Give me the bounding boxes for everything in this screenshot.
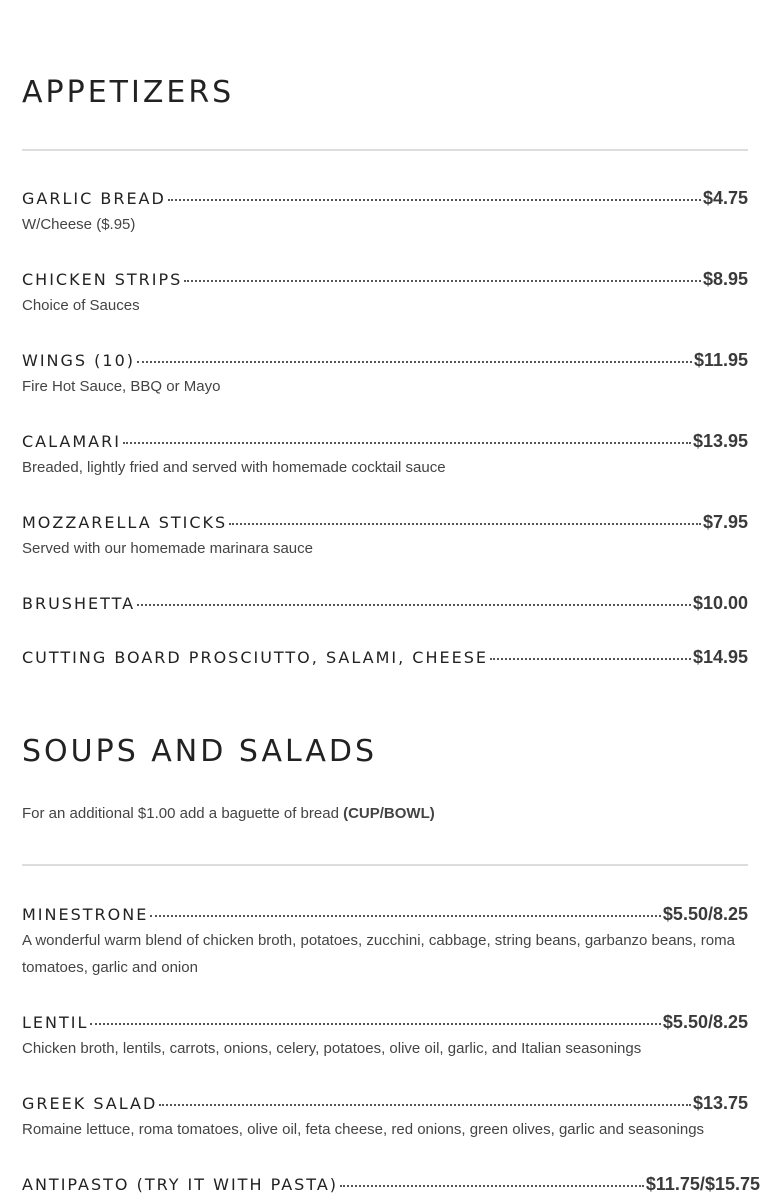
section-note-text: For an additional $1.00 add a baguette of bread [22, 805, 339, 822]
section-title-appetizers: APPETIZERS [22, 75, 235, 110]
item-price: $4.75 [702, 188, 748, 208]
divider [22, 149, 748, 151]
item-price: $13.95 [692, 431, 748, 451]
item-price: $8.95 [702, 269, 748, 289]
section-note [22, 805, 435, 822]
item-name: MOZZARELLA STICKS [22, 513, 228, 532]
menu-item [22, 904, 748, 981]
menu-item [22, 1093, 748, 1143]
item-price: $10.00 [692, 593, 748, 613]
dot-leader [137, 361, 692, 363]
section-note-bold: (CUP/BOWL) [343, 805, 435, 822]
item-name: CHICKEN STRIPS [22, 270, 183, 289]
item-description: Choice of Sauces [22, 297, 140, 314]
dot-leader [137, 604, 691, 606]
item-name: BRUSHETTA [22, 594, 136, 613]
dot-leader [168, 199, 701, 201]
item-price: $7.95 [702, 512, 748, 532]
menu-item [22, 647, 748, 668]
menu-item [22, 350, 748, 400]
menu-item [22, 1012, 748, 1062]
divider [22, 864, 748, 866]
dot-leader [159, 1104, 691, 1106]
item-price: $14.95 [692, 647, 748, 667]
menu-item [22, 593, 748, 614]
dot-leader [123, 442, 691, 444]
item-name: CALAMARI [22, 432, 121, 451]
item-description: Fire Hot Sauce, BBQ or Mayo [22, 378, 221, 395]
item-price: $5.50/8.25 [662, 904, 748, 924]
dot-leader [229, 523, 701, 525]
item-price: $11.95 [693, 350, 748, 370]
item-name: WINGS (10) [22, 351, 135, 370]
item-description: W/Cheese ($.95) [22, 216, 136, 233]
dot-leader [490, 658, 691, 660]
item-description: Served with our homemade marinara sauce [22, 540, 313, 557]
item-description: Breaded, lightly fried and served with homemade cocktail sauce [22, 459, 446, 476]
item-name: LENTIL [22, 1013, 89, 1032]
item-price: $11.75/$15.75 [645, 1174, 760, 1194]
item-name: GARLIC BREAD [22, 189, 166, 208]
item-description: A wonderful warm blend of chicken broth, potatoes, zucchini, cabbage, string beans, garbanzo beans, roma tomatoes, garlic and onion [22, 932, 735, 976]
item-price: $13.75 [692, 1093, 748, 1113]
item-name: CUTTING BOARD PROSCIUTTO, SALAMI, CHEESE [22, 648, 488, 667]
item-name: GREEK SALAD [22, 1094, 158, 1113]
menu-item [22, 512, 748, 562]
menu-item [22, 431, 748, 481]
item-name: MINESTRONE [22, 905, 149, 924]
dot-leader [150, 915, 661, 917]
item-name: ANTIPASTO (TRY IT WITH PASTA) [22, 1175, 339, 1194]
dot-leader [340, 1185, 644, 1187]
menu-item [22, 269, 748, 319]
menu-item [22, 188, 748, 238]
item-price: $5.50/8.25 [662, 1012, 748, 1032]
dot-leader [184, 280, 701, 282]
item-description: Romaine lettuce, roma tomatoes, olive oil, feta cheese, red onions, green olives, garlic and seasonings [22, 1121, 705, 1138]
section-title-soups-and-salads: SOUPS AND SALADS [22, 734, 378, 769]
item-description: Chicken broth, lentils, carrots, onions, celery, potatoes, olive oil, garlic, and Italian seasonings [22, 1040, 642, 1057]
dot-leader [90, 1023, 661, 1025]
menu-item [22, 1174, 760, 1195]
